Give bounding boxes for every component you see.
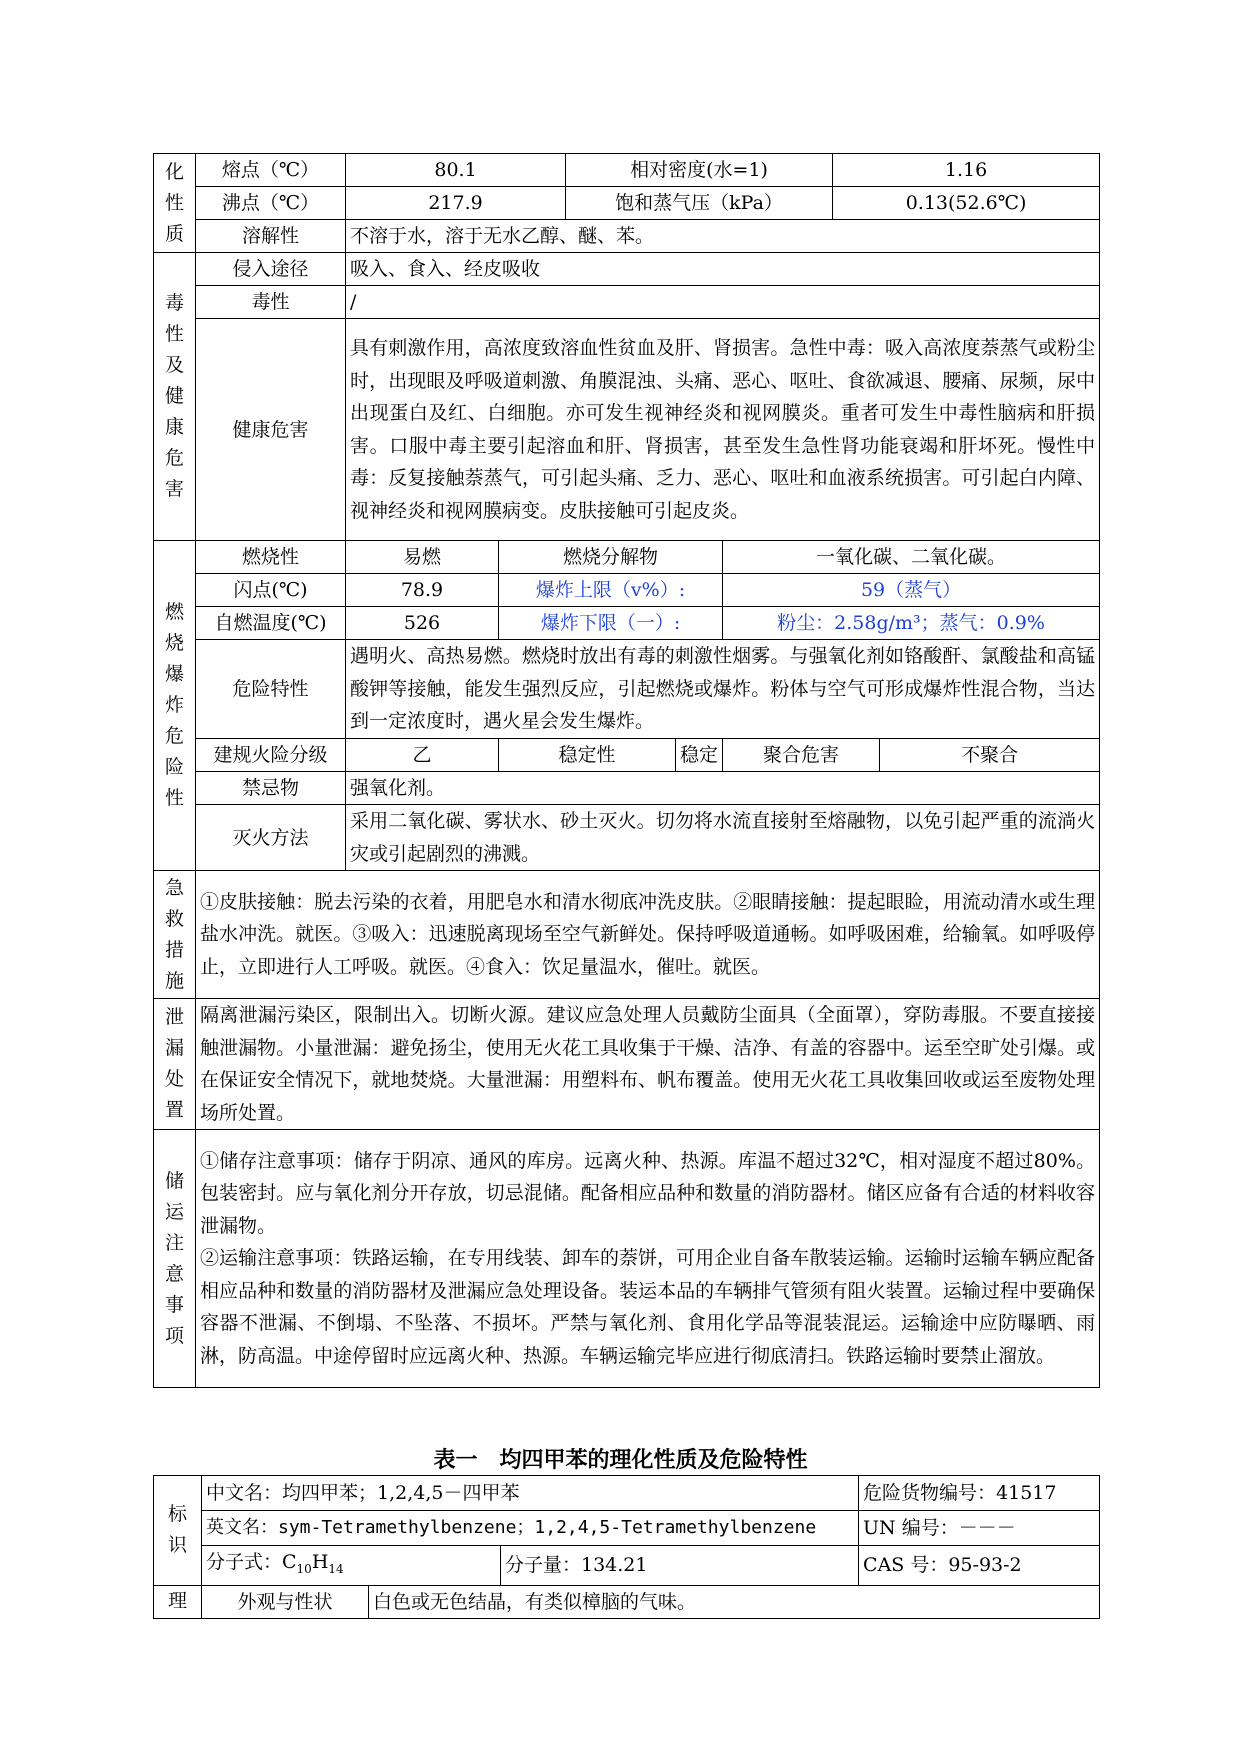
hazard-properties-value: 遇明火、高热易燃。燃烧时放出有毒的刺激性烟雾。与强氧化剂如铬酸酐、氯酸盐和高锰酸钾等接触，能发生强烈反应，引起燃烧或爆炸。粉体与空气可形成爆炸性混合物，当达到一定浓度时，遇火星会发生爆炸。 [346, 640, 1100, 739]
appearance-value: 白色或无色结晶，有类似樟脑的气味。 [369, 1585, 1100, 1618]
molecular-formula: 分子式：$C_{10}H_{14}$ [202, 1546, 501, 1586]
cas-number: CAS 号：95-93-2 [859, 1546, 1100, 1586]
dangerous-goods-number: 危险货物编号：41517 [859, 1476, 1100, 1511]
vapor-pressure-label: 饱和蒸气压（kPa） [566, 187, 833, 220]
first-aid-value: ①皮肤接触：脱去污染的衣着，用肥皂水和清水彻底冲洗皮肤。②眼睛接触：提起眼睑，用流动清水或生理盐水冲洗。就医。③吸入：迅速脱离现场至空气新鲜处。保持呼吸道通畅。如呼吸困难，给输氧。如呼吸停止，立即进行人工呼吸。就医。④食入：饮足量温水，催吐。就医。 [196, 871, 1100, 999]
english-name: 英文名：sym-Tetramethylbenzene；1,2,4,5-Tetramethylbenzene [202, 1511, 859, 1546]
polymerization-value: 不聚合 [880, 739, 1100, 772]
decomposition-label: 燃烧分解物 [499, 541, 723, 574]
relative-density-label: 相对密度(水=1) [566, 154, 833, 187]
upper-explosive-limit-value: 59（蒸气） [723, 574, 1100, 607]
fire-class-value: 乙 [346, 739, 499, 772]
tetramethylbenzene-table [153, 1475, 1100, 1619]
section-spill: 泄 漏 处 置 [154, 999, 196, 1130]
stability-label: 稳定性 [499, 739, 676, 772]
section-fire-explosion: 燃 烧 爆 炸 危 险 性 [154, 541, 196, 871]
upper-explosive-limit-label: 爆炸上限（v%）: [499, 574, 723, 607]
health-hazard-value: 具有刺激作用，高浓度致溶血性贫血及肝、肾损害。急性中毒：吸入高浓度萘蒸气或粉尘时，出现眼及呼吸道刺激、角膜混浊、头痛、恶心、呕吐、食欲减退、腰痛、尿频，尿中出现蛋白及红、白细胞。亦可发生视神经炎和视网膜炎。重者可发生中毒性脑病和肝损害。口服中毒主要引起溶血和肝、肾损害，甚至发生急性肾功能衰竭和肝坏死。慢性中毒：反复接触萘蒸气，可引起头痛、乏力、恶心、呕吐和血液系统损害。可引起白内障、视神经炎和视网膜病变。皮肤接触可引起皮炎。 [346, 319, 1100, 541]
table-caption: 表一 均四甲苯的理化性质及危险特性 [433, 1448, 808, 1473]
lower-explosive-limit-label: 爆炸下限（一）: [499, 607, 723, 640]
toxicity-value: / [346, 286, 1100, 319]
chinese-name: 中文名：均四甲苯；1,2,4,5－四甲苯 [202, 1476, 859, 1511]
decomposition-value: 一氧化碳、二氧化碳。 [723, 541, 1100, 574]
flammability-label: 燃烧性 [196, 541, 346, 574]
storage-note: ①储存注意事项：储存于阴凉、通风的库房。远离火种、热源。库温不超过32℃，相对湿度不超过80%。包装密封。应与氧化剂分开存放，切忌混储。配备相应品种和数量的消防器材。储区应备有合适的材料收容泄漏物。 [200, 1149, 1096, 1237]
extinguishing-label: 灭火方法 [196, 805, 346, 871]
incompatible-value: 强氧化剂。 [346, 772, 1100, 805]
boiling-point-value: 217.9 [346, 187, 566, 220]
route-value: 吸入、食入、经皮吸收 [346, 253, 1100, 286]
extinguishing-value: 采用二氧化碳、雾状水、砂土灭火。切勿将水流直接射至熔融物，以免引起严重的流淌火灾或引起剧烈的沸溅。 [346, 805, 1100, 871]
section-toxicity-health: 毒 性 及 健 康 危 害 [154, 253, 196, 541]
polymerization-label: 聚合危害 [723, 739, 880, 772]
flammability-value: 易燃 [346, 541, 499, 574]
melting-point-label: 熔点（℃） [196, 154, 346, 187]
solubility-value: 不溶于水，溶于无水乙醇、醚、苯。 [346, 220, 1100, 253]
relative-density-value: 1.16 [833, 154, 1100, 187]
molecular-weight: 分子量：134.21 [501, 1546, 859, 1586]
spill-value: 隔离泄漏污染区，限制出入。切断火源。建议应急处理人员戴防尘面具（全面罩），穿防毒服。不要直接接触泄漏物。小量泄漏：避免扬尘，使用无火花工具收集于干燥、洁净、有盖的容器中。运至空旷处引爆。或在保证安全情况下，就地焚烧。大量泄漏：用塑料布、帆布覆盖。使用无火花工具收集回收或运至废物处理场所处置。 [196, 999, 1100, 1130]
autoignition-label: 自燃温度(℃) [196, 607, 346, 640]
stability-value: 稳定 [676, 739, 723, 772]
solubility-label: 溶解性 [196, 220, 346, 253]
storage-transport-value [196, 1130, 1100, 1388]
un-number: UN 编号：－－－ [859, 1511, 1100, 1546]
flash-point-value: 78.9 [346, 574, 499, 607]
section-identification: 标 识 [154, 1476, 202, 1586]
transport-note: ②运输注意事项：铁路运输，在专用线装、卸车的萘饼，可用企业自备车散装运输。运输时运输车辆应配备相应品种和数量的消防器材及泄漏应急处理设备。装运本品的车辆排气管须有阻火装置。运输过程中要确保容器不泄漏、不倒塌、不坠落、不损坏。严禁与氧化剂、食用化学品等混装混运。运输途中应防曝晒、雨淋，防高温。中途停留时应远离火种、热源。车辆运输完毕应进行彻底清扫。铁路运输时要禁止溜放。 [200, 1247, 1096, 1367]
boiling-point-label: 沸点（℃） [196, 187, 346, 220]
lower-explosive-limit-value: 粉尘：2.58g/m³；蒸气：0.9% [723, 607, 1100, 640]
incompatible-label: 禁忌物 [196, 772, 346, 805]
autoignition-value: 526 [346, 607, 499, 640]
appearance-label: 外观与性状 [202, 1585, 369, 1618]
section-storage-transport: 储 运 注 意 事 项 [154, 1130, 196, 1388]
melting-point-value: 80.1 [346, 154, 566, 187]
toxicity-label: 毒性 [196, 286, 346, 319]
health-hazard-label: 健康危害 [196, 319, 346, 541]
naphthalene-property-table [153, 153, 1100, 1388]
flash-point-label: 闪点(℃) [196, 574, 346, 607]
route-label: 侵入途径 [196, 253, 346, 286]
section-physical-chemical: 化 性 质 [154, 154, 196, 253]
hazard-properties-label: 危险特性 [196, 640, 346, 739]
vapor-pressure-value: 0.13(52.6℃) [833, 187, 1100, 220]
fire-class-label: 建规火险分级 [196, 739, 346, 772]
section-physical: 理 [154, 1585, 202, 1618]
section-first-aid: 急 救 措 施 [154, 871, 196, 999]
